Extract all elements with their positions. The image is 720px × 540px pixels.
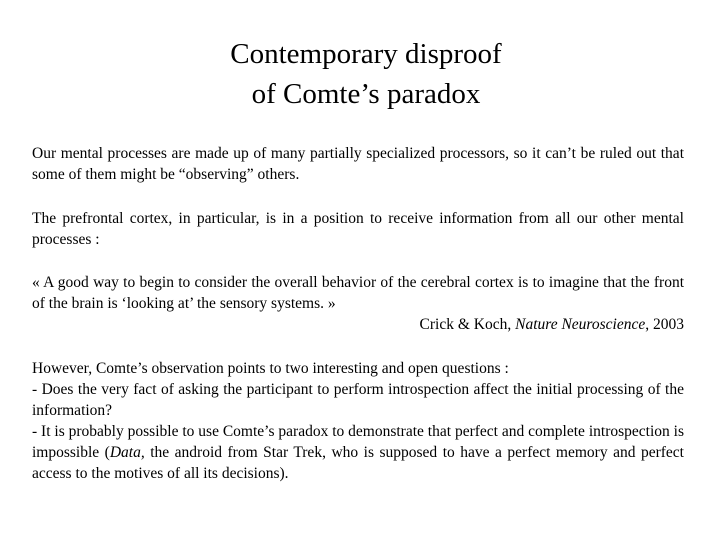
slide-title [0, 34, 720, 114]
paragraph-mental-processes: Our mental processes are made up of many partially specialized processors, so it can’t be ruled out that some of them might be “observing” others. [32, 145, 684, 183]
paragraph-prefrontal-cortex: The prefrontal cortex, in particular, is in a position to receive information from all our other mental processes : [32, 210, 684, 248]
quote-block [32, 272, 684, 335]
quote-text: « A good way to begin to consider the overall behavior of the cerebral cortex is to imagine that the front of the brain is ‘looking at’ the sensory systems. » [32, 274, 684, 312]
open-questions [32, 358, 684, 484]
question-2-data: Data, [109, 444, 145, 461]
citation-year: , 2003 [645, 316, 684, 333]
questions-intro: However, Comte’s observation points to two interesting and open questions : [32, 360, 509, 377]
question-1: - Does the very fact of asking the participant to perform introspection affect the initial processing of the information? [32, 381, 684, 419]
quote-citation [32, 314, 684, 335]
title-line-2: of Comte’s paradox [251, 78, 481, 110]
citation-authors: Crick & Koch, [419, 316, 512, 333]
slide-body [32, 143, 684, 484]
question-2-start: - It is probably possible to use Comte’s paradox to demonstrate that perfect and complete introspection is impossible ( [32, 423, 684, 461]
question-2 [32, 421, 684, 484]
question-2-end: the android from Star Trek, who is supposed to have a perfect memory and perfect access to the motives of all its decisions). [32, 444, 684, 482]
citation-journal: Nature Neuroscience [515, 316, 646, 333]
title-line-1: Contemporary disproof [230, 38, 502, 70]
